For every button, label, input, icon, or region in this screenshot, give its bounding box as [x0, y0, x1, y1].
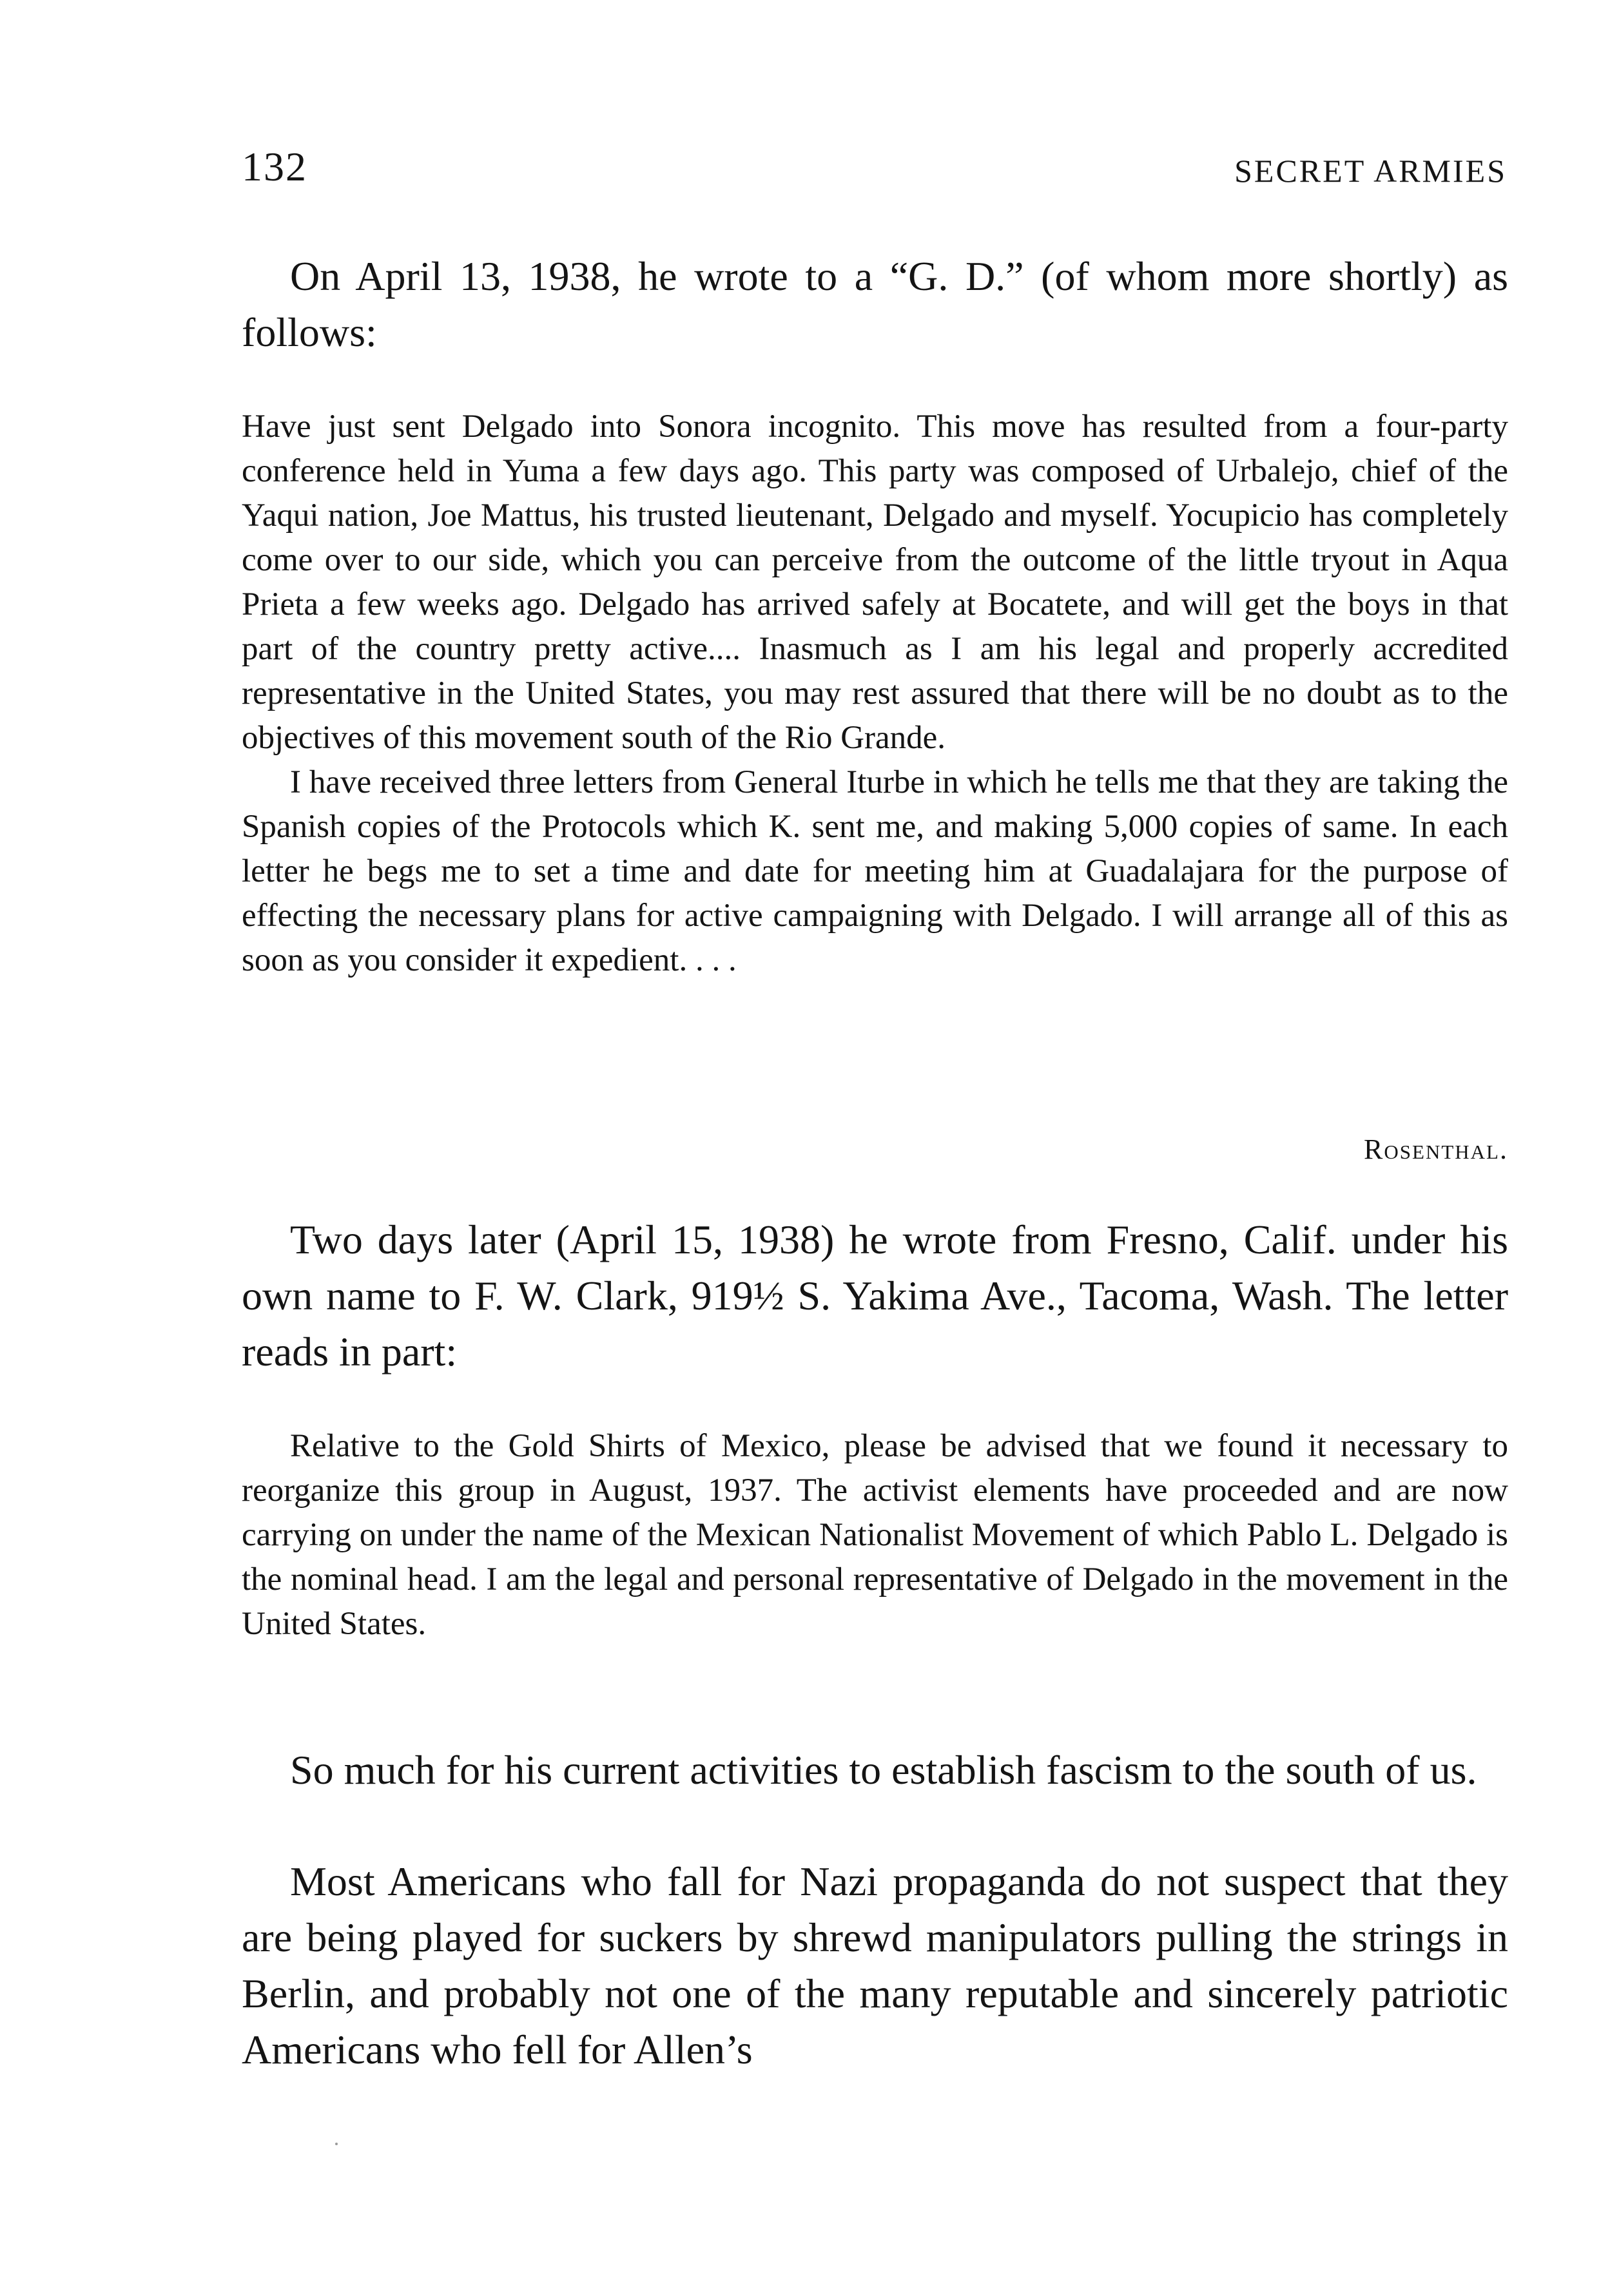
running-head: [242, 143, 1507, 195]
page-number: 132: [242, 144, 307, 189]
letter-signature: Rosenthal.: [1364, 1134, 1508, 1165]
summary-paragraph: So much for his current activities to establish fascism to the south of us.: [290, 1747, 1477, 1793]
letter-paragraph: Have just sent Delgado into Sonora incognito. This move has resulted from a four-party conference held in Yuma a few days ago. This party was composed of Urbalejo, chief of the Yaqui nation, Joe Mattus, his trusted lieutenant, Delgado and myself. Yocupicio has completely come over to our side, which you can perceive from the outcome of the little tryout in Aqua Prieta a few weeks ago. Delgado has arrived safely at Bocatete, and will get the boys in that part of the country pretty active.... Inasmuch as I am his legal and properly accredited representative in the United States, you may rest assured that there will be no doubt as to the objectives of this movement south of the Rio Grande.: [242, 409, 1508, 756]
scan-speck: [335, 2143, 338, 2145]
closing-paragraph: Most Americans who fall for Nazi propaganda do not suspect that they are being played for suckers by shrewd manipulators pulling the strings in Berlin, and probably not one of the many reputable and sincerely patriotic Americans who fell for Allen’s: [242, 1858, 1508, 2072]
letter-paragraph: Relative to the Gold Shirts of Mexico, please be advised that we found it necessary to reorganize this group in August, 1937. The activist elements have proceeded and are now carrying on under the name of the Mexican Nationalist Movement of which Pablo L. Delgado is the nominal head. I am the legal and personal representative of Delgado in the movement in the United States.: [242, 1428, 1508, 1642]
transition-paragraph: Two days later (April 15, 1938) he wrote from Fresno, Calif. under his own name to F. W. Clark, 919½ S. Yakima Ave., Tacoma, Wash. The letter reads in part:: [242, 1217, 1508, 1375]
letter-paragraph: I have received three letters from General Iturbe in which he tells me that they are taking the Spanish copies of the Protocols which K. sent me, and making 5,000 copies of same. In each letter he begs me to set a time and date for meeting him at Guadalajara for the purpose of effecting the necessary plans for active campaigning with Delgado. I will arrange all of this as soon as you consider it expedient. . . .: [242, 764, 1508, 978]
letter-extract-clark: [242, 1424, 1508, 1646]
letter-extract-rosenthal: [242, 405, 1508, 983]
intro-paragraph: On April 13, 1938, he wrote to a “G. D.” (of whom more shortly) as follows:: [242, 253, 1508, 355]
running-title: SECRET ARMIES: [1234, 153, 1507, 189]
